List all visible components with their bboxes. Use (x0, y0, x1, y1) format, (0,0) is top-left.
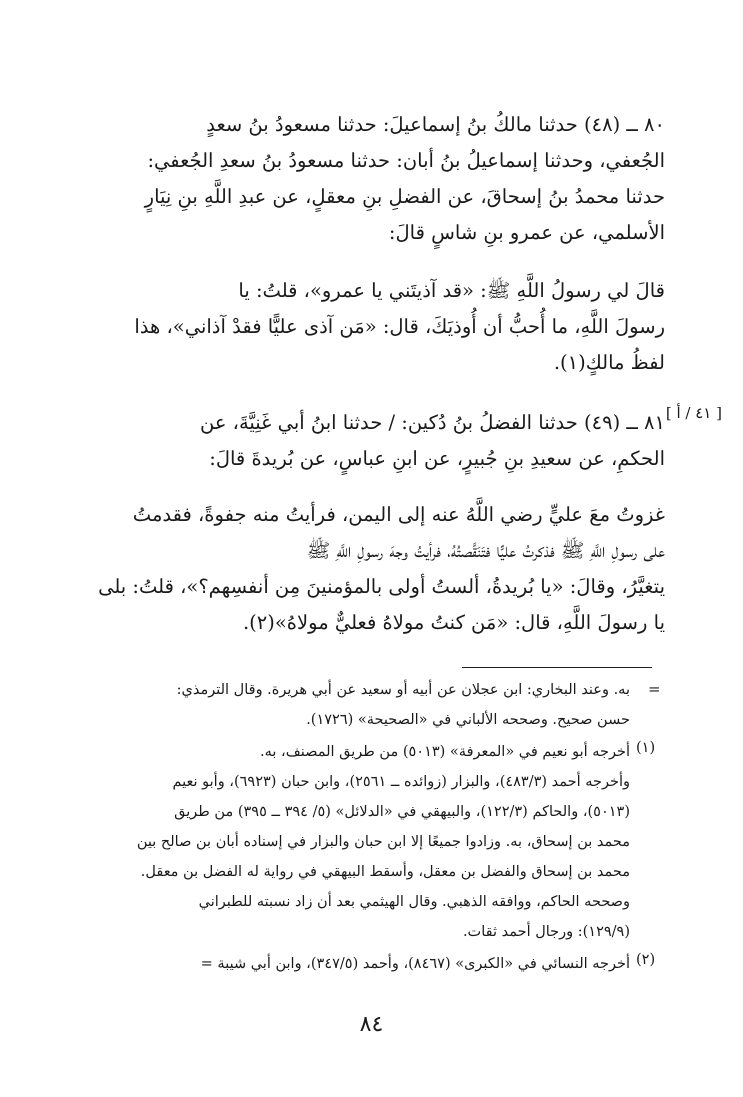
hadith-80-line-2: الجُعفي، وحدثنا إسماعيلُ بنُ أبان: حدثنا مسعودُ بنُ سعدِ الجُعفي: (147, 149, 665, 172)
footnotes (70, 678, 630, 1000)
footnote-1-line-3: (٥٠١٣)، والحاكم (١٢٢/٣)، والبيهقي في «الدلائل» (٥/ ٣٩٤ ــ ٣٩٥) من طريق (174, 804, 630, 820)
footnote-continuation-mark: = (648, 680, 661, 698)
footnote-cont-line-1: به. وعند البخاري: ابن عجلان عن أبيه أو سعيد عن أبي هريرة. وقال الترمذي: (176, 682, 630, 698)
footnote-1-line-1: أخرجه أبو نعيم في «المعرفة» (٥٠١٣) من طريق المصنف، به. (260, 744, 630, 760)
hadith-80-text-line-2: رسولَ اللَّهِ، ما أُحبُّ أن أُوذيَكَ، قال: «مَن آذى عليًّا فقدْ آذاني»، هذا (134, 315, 665, 338)
footnote-1-line-4: محمد بن إسحاق، به. وزادوا جميعًا إلا ابن حبان والبزار في إسناده أبان بن صالح بين (136, 834, 630, 850)
footnote-2-number: (٢) (636, 952, 656, 968)
footnote-1-line-5: محمد بن إسحاق والفضل بن معقل، وأسقط البيهقي في رواية له الفضل بن معقل. (140, 864, 630, 880)
manuscript-folio-marker: [ ٤١ / أ ] (665, 404, 722, 422)
footnote-2-line-1: أخرجه النسائي في «الكبرى» (٨٤٦٧)، وأحمد (٣٤٧/٥)، وابن أبي شيبة = (200, 956, 630, 972)
hadith-81-text-line-4: يا رسولَ اللَّهِ، قال: «مَن كنتُ مولاهُ فعليٌّ مولاهُ»(٢). (242, 611, 665, 634)
main-text (68, 100, 665, 390)
main-text-2 (68, 398, 665, 658)
hadith-81-line-1: ٨١ ــ (٤٩) حدثنا الفضلُ بنُ دُكين: / حدثنا ابنُ أبي غَنِيَّةَ، عن (199, 411, 665, 434)
hadith-80-line-3: حدثنا محمدُ بنُ إسحاقَ، عن الفضلِ بنِ معقلٍ، عن عبدِ اللَّهِ بنِ نِيَارٍ (144, 185, 665, 208)
footnote-cont-line-2: حسن صحيح. وصححه الألباني في «الصحيحة» (١٧٢٦). (306, 712, 630, 728)
hadith-81-text-line-1: غزوتُ معَ عليٍّ رضي اللَّهُ عنه إلى اليمن، فرأيتُ منه جفوةً، فقدمتُ (132, 503, 665, 526)
hadith-80-text-line-1: قالَ لي رسولُ اللَّهِ ﷺ: «قد آذيتَني يا عمرو»، قلتُ: يا (238, 279, 665, 302)
footnote-1-line-6: وصححه الحاكم، ووافقه الذهبي. وقال الهيثمي بعد أن زاد نسبته للطبراني (198, 894, 630, 910)
footnote-1-line-2: وأخرجه أحمد (٤٨٣/٣)، والبزار (زوائده ــ ٢٥٦١)، وابن حبان (٦٩٢٣)، وأبو نعيم (172, 774, 630, 790)
hadith-81-line-2: الحكمِ، عن سعيدِ بنِ جُبيرٍ، عن ابنِ عباسٍ، عن بُريدةَ قالَ: (209, 447, 665, 470)
hadith-80-line-4: الأسلمي، عن عمرو بنِ شاسٍ قالَ: (388, 221, 665, 244)
hadith-80-text-line-3: لفظُ مالكٍ(١). (553, 351, 665, 374)
hadith-80-line-1: ٨٠ ــ (٤٨) حدثنا مالكُ بنُ إسماعيلَ: حدثنا مسعودُ بنُ سعدٍ (206, 113, 665, 136)
page-number: ٨٤ (359, 1012, 384, 1037)
hadith-81-text-line-2: على رسولِ اللَّهِ ﷺ فذكرتُ عليًّا فتَنَقَّصتُهُ، فرأيتُ وجهَ رسولِ اللَّهِ ﷺ (306, 539, 665, 562)
footnote-1-number: (١) (636, 740, 656, 756)
footnote-separator (462, 667, 652, 668)
hadith-81-text-line-3: يتغيَّرُ، وقالَ: «يا بُريدةُ، ألستُ أولى بالمؤمنينَ مِن أنفسِهم؟»، قلتُ: بلى (98, 575, 665, 598)
footnote-1-line-7: (١٢٩/٩): ورجال أحمد ثقات. (462, 924, 630, 940)
